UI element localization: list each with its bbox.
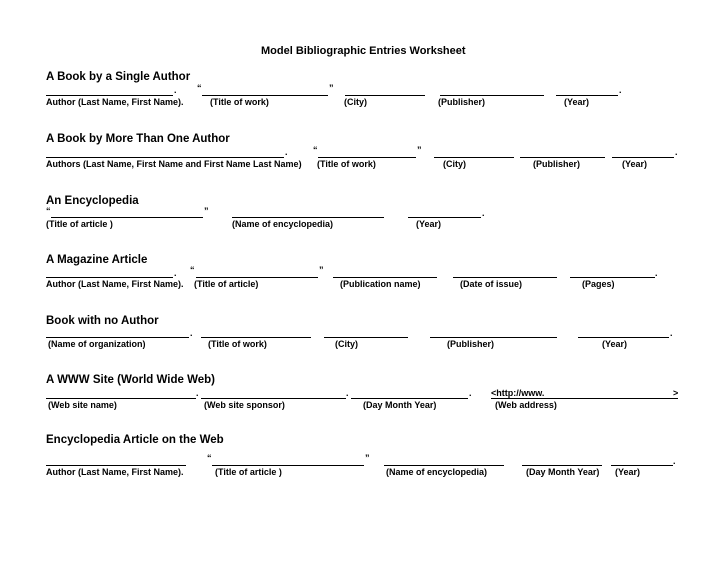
field-label: (Publisher) (438, 97, 486, 107)
publication-name-blank[interactable] (333, 277, 437, 278)
year-blank[interactable] (408, 217, 481, 218)
url-close-text: > (673, 388, 679, 398)
period-mark: . (655, 268, 658, 278)
field-label: (Pages) (582, 279, 615, 289)
field-label: (Name of organization) (48, 339, 146, 349)
section-heading-www-site: A WWW Site (World Wide Web) (46, 374, 215, 386)
field-label: Author (Last Name, First Name). (46, 97, 184, 107)
period-mark: . (675, 147, 678, 157)
city-blank[interactable] (434, 157, 514, 158)
article-title-blank[interactable] (51, 217, 203, 218)
author-blank[interactable] (46, 277, 173, 278)
organization-blank[interactable] (46, 337, 189, 338)
open-quote-mark: “ (313, 145, 318, 155)
author-blank[interactable] (46, 95, 173, 96)
field-label: (Name of encyclopedia) (232, 219, 334, 229)
site-name-blank[interactable] (46, 398, 196, 399)
period-mark: . (346, 388, 349, 398)
title-blank[interactable] (202, 95, 328, 96)
field-label: (City) (335, 339, 358, 349)
publisher-blank[interactable] (430, 337, 557, 338)
period-mark: . (670, 328, 673, 338)
period-mark: . (190, 328, 193, 338)
year-blank[interactable] (578, 337, 669, 338)
field-label: (Year) (622, 159, 648, 169)
open-quote-mark: “ (207, 453, 212, 463)
section-heading-no-author: Book with no Author (46, 315, 159, 327)
period-mark: . (469, 388, 472, 398)
field-label: (Year) (416, 219, 442, 229)
web-address-blank[interactable] (491, 398, 678, 399)
close-quote-mark: ” (365, 453, 370, 463)
field-label: (Publisher) (447, 339, 495, 349)
field-label: (Publisher) (533, 159, 581, 169)
article-title-blank[interactable] (196, 277, 318, 278)
field-label: (City) (344, 97, 367, 107)
period-mark: . (196, 388, 199, 398)
date-blank[interactable] (522, 465, 602, 466)
section-heading-magazine: A Magazine Article (46, 254, 148, 266)
field-label: (Web site name) (48, 400, 117, 410)
field-label: (Title of work) (208, 339, 267, 349)
author-blank[interactable] (46, 465, 186, 466)
year-blank[interactable] (556, 95, 618, 96)
url-open-text: <http://www. (491, 388, 545, 398)
field-label: (Date of issue) (460, 279, 523, 289)
period-mark: . (285, 147, 288, 157)
pages-blank[interactable] (570, 277, 655, 278)
period-mark: . (482, 208, 485, 218)
field-label: (Title of article ) (46, 219, 113, 229)
city-blank[interactable] (345, 95, 425, 96)
field-label: (Title of work) (317, 159, 376, 169)
city-blank[interactable] (324, 337, 408, 338)
field-label: Authors (Last Name, First Name and First Name Last Name) (46, 159, 302, 169)
period-mark: . (673, 456, 676, 466)
field-label: (Publication name) (340, 279, 421, 289)
publisher-blank[interactable] (520, 157, 605, 158)
field-label: (Web address) (495, 400, 557, 410)
encyclopedia-name-blank[interactable] (384, 465, 504, 466)
period-mark: . (174, 268, 177, 278)
encyclopedia-name-blank[interactable] (232, 217, 384, 218)
year-blank[interactable] (611, 465, 673, 466)
article-title-blank[interactable] (212, 465, 364, 466)
field-label: Author (Last Name, First Name). (46, 467, 184, 477)
publisher-blank[interactable] (440, 95, 544, 96)
section-heading-encyclopedia: An Encyclopedia (46, 195, 139, 207)
open-quote-mark: “ (46, 206, 51, 216)
field-label: Author (Last Name, First Name). (46, 279, 184, 289)
field-label: (Day Month Year) (363, 400, 437, 410)
field-label: (Title of work) (210, 97, 269, 107)
close-quote-mark: ” (417, 145, 422, 155)
page-title: Model Bibliographic Entries Worksheet (261, 45, 466, 57)
field-label: (Name of encyclopedia) (386, 467, 488, 477)
field-label: (Day Month Year) (526, 467, 600, 477)
period-mark: . (619, 85, 622, 95)
section-heading-web-encyclopedia: Encyclopedia Article on the Web (46, 434, 224, 446)
close-quote-mark: ” (319, 265, 324, 275)
open-quote-mark: “ (197, 83, 202, 93)
open-quote-mark: “ (190, 265, 195, 275)
authors-blank[interactable] (46, 157, 284, 158)
section-heading-single-author: A Book by a Single Author (46, 71, 191, 83)
field-label: (City) (443, 159, 466, 169)
year-blank[interactable] (612, 157, 674, 158)
field-label: (Title of article) (194, 279, 259, 289)
field-label: (Year) (615, 467, 641, 477)
title-blank[interactable] (318, 157, 416, 158)
field-label: (Web site sponsor) (204, 400, 285, 410)
period-mark: . (174, 85, 177, 95)
site-sponsor-blank[interactable] (201, 398, 346, 399)
close-quote-mark: ” (329, 83, 334, 93)
field-label: (Year) (564, 97, 590, 107)
issue-date-blank[interactable] (453, 277, 557, 278)
section-heading-multi-author: A Book by More Than One Author (46, 133, 230, 145)
title-blank[interactable] (201, 337, 311, 338)
field-label: (Title of article ) (215, 467, 282, 477)
close-quote-mark: ” (204, 206, 209, 216)
date-blank[interactable] (351, 398, 468, 399)
field-label: (Year) (602, 339, 628, 349)
